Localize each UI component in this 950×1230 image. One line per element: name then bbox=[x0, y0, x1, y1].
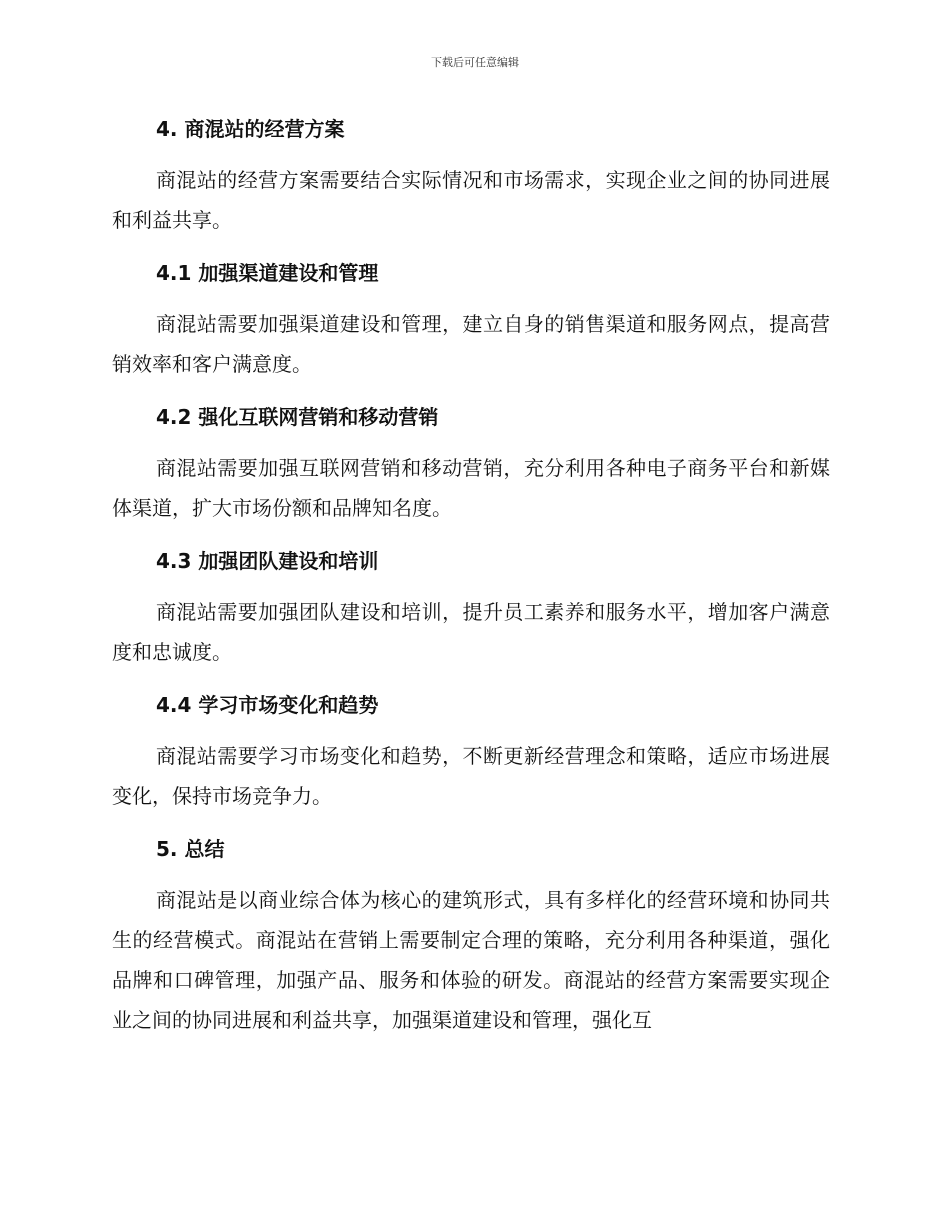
document-body bbox=[112, 110, 830, 1040]
section-heading-4-1: 4.1 加强渠道建设和管理 bbox=[156, 261, 379, 285]
section-heading-4: 4. 商混站的经营方案 bbox=[156, 117, 345, 141]
section-paragraph-5: 商混站是以商业综合体为核心的建筑形式，具有多样化的经营环境和协同共生的经营模式。商混站在营销上需要制定合理的策略，充分利用各种渠道，强化品牌和口碑管理，加强产品、服务和体验的研发。商混站的经营方案需要实现企业之间的协同进展和利益共享，加强渠道建设和管理，强化互 bbox=[112, 888, 830, 1032]
page-header: 下载后可任意编辑 bbox=[431, 56, 519, 69]
section-heading-4-2: 4.2 强化互联网营销和移动营销 bbox=[156, 405, 439, 429]
section-heading-4-4: 4.4 学习市场变化和趋势 bbox=[156, 693, 379, 717]
section-paragraph-4-4: 商混站需要学习市场变化和趋势，不断更新经营理念和策略，适应市场进展变化，保持市场竞争力。 bbox=[112, 744, 830, 808]
section-paragraph-4-3: 商混站需要加强团队建设和培训，提升员工素养和服务水平，增加客户满意度和忠诚度。 bbox=[112, 600, 830, 664]
section-paragraph-4-2: 商混站需要加强互联网营销和移动营销，充分利用各种电子商务平台和新媒体渠道，扩大市场份额和品牌知名度。 bbox=[112, 456, 830, 520]
section-heading-5: 5. 总结 bbox=[156, 837, 225, 861]
section-paragraph-4: 商混站的经营方案需要结合实际情况和市场需求，实现企业之间的协同进展和利益共享。 bbox=[112, 168, 830, 232]
section-paragraph-4-1: 商混站需要加强渠道建设和管理，建立自身的销售渠道和服务网点，提高营销效率和客户满意度。 bbox=[112, 312, 830, 376]
section-heading-4-3: 4.3 加强团队建设和培训 bbox=[156, 549, 379, 573]
